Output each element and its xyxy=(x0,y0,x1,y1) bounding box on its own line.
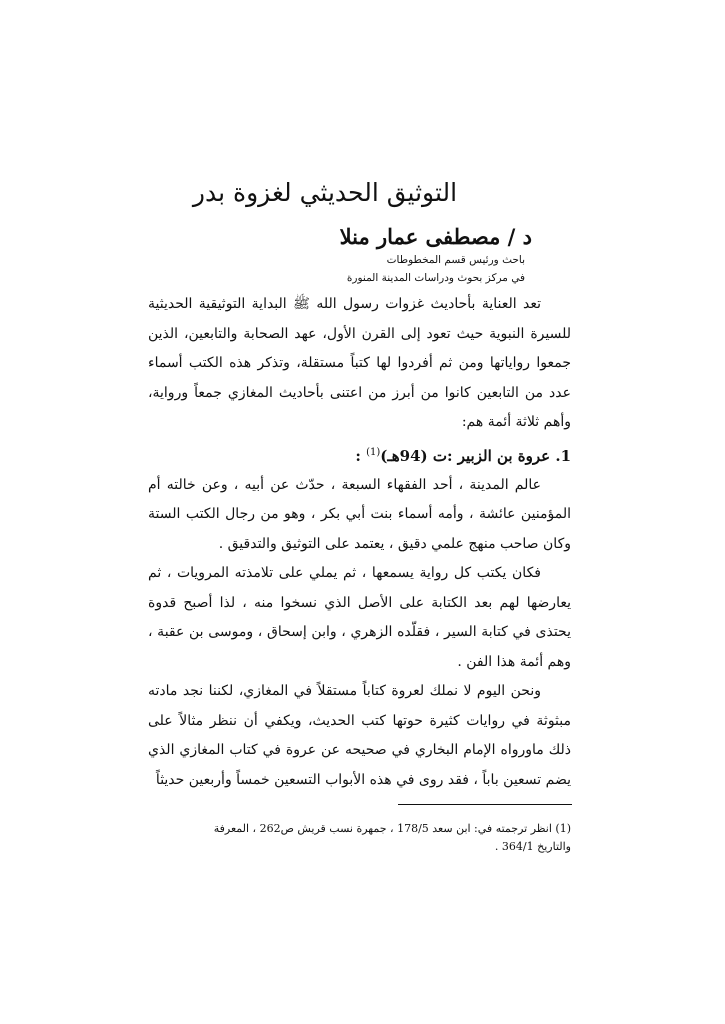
footnote: (1) انظر ترجمته في: ابن سعد 178/5 ، جمهرة نسب قريش ص262 ، المعرفة والتاريخ 364/1 . xyxy=(213,822,571,853)
page-title: التوثيق الحديثي لغزوة بدر xyxy=(192,178,458,207)
author-name: د / مصطفى عمار منلا xyxy=(339,224,532,249)
section-heading-suffix: : xyxy=(355,446,367,465)
article-body xyxy=(148,290,571,795)
section-heading-text: 1. عروة بن الزبير :ت (94هـ) xyxy=(380,446,571,465)
footnote-divider xyxy=(398,804,572,805)
paragraph-1: عالم المدينة ، أحد الفقهاء السبعة ، حدّث عن أبيه ، وعن خالته أم المؤمنين عائشة ، وأمه أسماء بنت أبي بكر ، وهو من رجال الكتب الستة وكان صاحب منهج علمي دقيق ، يعتمد على التوثيق والتدقيق . xyxy=(148,476,571,552)
section-heading xyxy=(148,438,571,471)
paragraph-2: فكان يكتب كل رواية يسمعها ، ثم يملي على تلامذته المرويات ، ثم يعارضها لهم بعد الكتابة على الأصل الذي نسخوا منه ، لذا أصبح قدوة يحتذى في كتابة السير ، فقلّده الزهري ، وابن إسحاق ، وموسى بن عقبة ، وهم أئمة هذا الفن . xyxy=(148,565,571,670)
paragraph-3: ونحن اليوم لا نملك لعروة كتاباً مستقلاً في المغازي، لكننا نجد مادته مبثوثة في روايات كثيرة حوتها كتب الحديث، ويكفي أن ننظر مثالاً على ذلك ماورواه الإمام البخاري في صحيحه عن عروة في كتاب المغازي الذي يضم تسعين باباً ، فقد روى في هذه الأبواب التسعين خمساً وأربعين حديثاً xyxy=(148,683,571,788)
author-affiliation-line-2: في مركز بحوث ودراسات المدينة المنورة xyxy=(346,272,525,284)
author-affiliation-line-1: باحث ورئيس قسم المخطوطات xyxy=(386,254,525,266)
footnote-reference: (1) xyxy=(366,446,381,458)
intro-paragraph: تعد العناية بأحاديث غزوات رسول الله ﷺ البداية التوثيقية الحديثية للسيرة النبوية حيث تعود إلى القرن الأول، عهد الصحابة والتابعين، الذين جمعوا رواياتها ومن ثم أفردوا لها كتباً مستقلة، وتذكر هذه الكتب أسماء عدد من التابعين كانوا من أبرز من اعتنى بأحاديث المغازي جمعاً ورواية، وأهم ثلاثة أئمة هم: xyxy=(148,296,571,430)
